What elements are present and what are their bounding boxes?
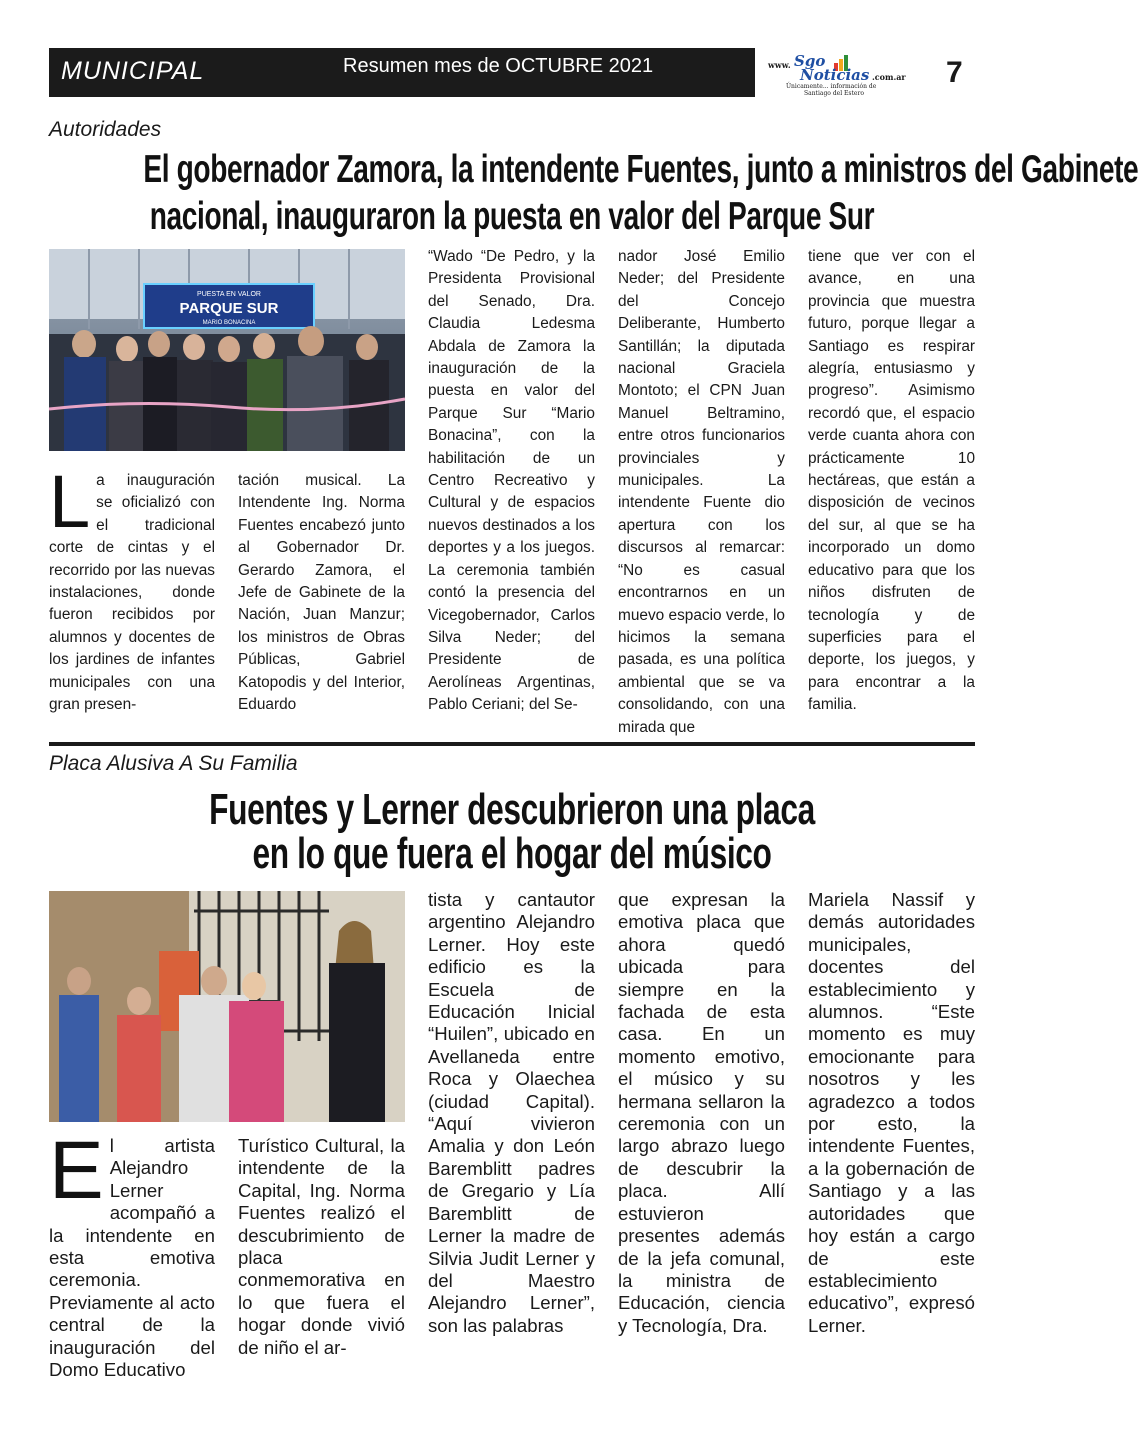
article2-headline: Fuentes y Lerner descubrieron una placa en lo que fuera el hogar del músico	[209, 785, 815, 878]
section-divider	[49, 742, 975, 746]
header-bar	[49, 48, 755, 97]
issue-label: Resumen mes de OCTUBRE 2021	[343, 55, 654, 77]
article2-kicker: Placa Alusiva A Su Familia	[49, 752, 298, 775]
article1-column-5: tiene que ver con el avance, en una provincia que muestra futuro, porque llegar a Santiago es respirar alegría, entusiasmo y progreso”. Asimismo recordó que, el espacio verde cuanta ahora con prácticamente 10 hectáreas, que están a disposición de vecinos del sur, al que se ha incorporado un domo educativo para que los niños disfruten de tecnología y de superficies para el deporte, los juegos, y para encontrar a la familia.	[808, 248, 975, 714]
article1-column-4: nador José Emilio Neder; del Presidente del Concejo Deliberante, Humberto Santillán; la diputada nacional Graciela Montoto; el CPN Juan Manuel Beltramino, entre otros funcionarios provinciales y municipales. La intendente Fuente dio apertura con los discursos al remarcar: “No es casual encontrarnos en un muevo espacio verde, lo hicimos la semana pasada, es una política ambiental que se va consolidando, con una mirada que	[618, 248, 785, 736]
section-label: MUNICIPAL	[61, 57, 205, 85]
article1-headline: El gobernador Zamora, la intendente Fuentes, junto a ministros del Gabinete nacional, inauguraron la puesta en valor del Parque Sur	[143, 148, 1138, 238]
sgo-noticias-logo[interactable]: www. Sgo Noticias .com.ar Únicamente... información de Santiago del Estero	[768, 52, 906, 97]
sign-line3: MARIO BONACINA	[202, 320, 256, 326]
article1-photo	[49, 249, 405, 451]
article1-dropcap: L	[49, 460, 91, 543]
article2-column-5: Mariela Nassif y demás autoridades municipales, docentes del establecimiento y alumnos. “Este momento es muy emocionante para nosotros y les agradezco a todos por esto, la intendente Fuentes, a la gobernación de Santiago y a las autoridades que hoy están a cargo de este establecimiento educativo”, expresó Lerner.	[808, 889, 975, 1336]
article2-dropcap: E	[49, 1125, 104, 1216]
article2-column-3: tista y cantautor argentino Alejandro Lerner. Hoy este edificio es la Escuela de Educación Inicial “Huilen”, ubicado en Avellaneda entre Roca y Olaechea (ciudad Capital). “Aquí vivieron Amalia y don León Baremblitt padres de Gregario y Lía Baremblitt de Lerner la madre de Silvia Judit Lerner y del Maestro Alejandro Lerner”, son las palabras	[428, 889, 595, 1336]
article1-column-3: “Wado “De Pedro, y la Presidenta Provisional del Senado, Dra. Claudia Ledesma Abdala de Zamora la inauguración de la puesta en valor del Parque Sur “Mario Bonacina”, con la habilitación de un Centro Recreativo y Cultural y de espacios nuevos destinados a los deportes y a los juegos. La ceremonia también contó la presencia del Vicegobernador, Carlos Silva Neder; del Presidente de Aerolíneas Argentinas, Pablo Ceriani; del Se-	[428, 248, 595, 714]
article2-photo	[49, 891, 405, 1122]
sign-line1: PUESTA EN VALOR	[197, 291, 261, 298]
article2-column-1: E l artista Alejandro Lerner acompañó a la intendente en esta emotiva ceremonia. Previamente al acto central de la inauguración del Domo Educativo	[49, 1125, 215, 1381]
article2-column-4: que expresan la emotiva placa que ahora quedó ubicada para siempre en la fachada de esta casa. En un momento emotivo, el músico y su hermana sellaron la ceremonia con un largo abrazo luego de descubrir la placa. Allí estuvieron presentes además de la jefa comunal, la ministra de Educación, ciencia y Tecnología, Dra.	[618, 889, 785, 1336]
article1-column-2: tación musical. La Intendente Ing. Norma Fuentes encabezó junto al Gobernador Dr. Gerardo Zamora, el Jefe de Gabinete de la Nación, Juan Manzur; los ministros de Obras Públicas, Gabriel Katopodis y del Interior, Eduardo	[238, 472, 405, 714]
page-number: 7	[946, 56, 963, 89]
article1-column-1: L a inauguración se oficializó con el tradicional corte de cintas y el recorrido por las nuevas instalaciones, donde fueron recibidos por alumnos y docentes de los jardines de infantes municipales con una gran presen-	[49, 460, 215, 714]
sign-line2: PARQUE SUR	[179, 300, 279, 317]
article2-column-2: Turístico Cultural, la intendente de la Capital, Ing. Norma Fuentes realizó el descubrimiento de placa conmemorativa en lo que fuera el hogar donde vivió de niño el ar-	[238, 1135, 405, 1358]
article1-kicker: Autoridades	[49, 118, 162, 141]
